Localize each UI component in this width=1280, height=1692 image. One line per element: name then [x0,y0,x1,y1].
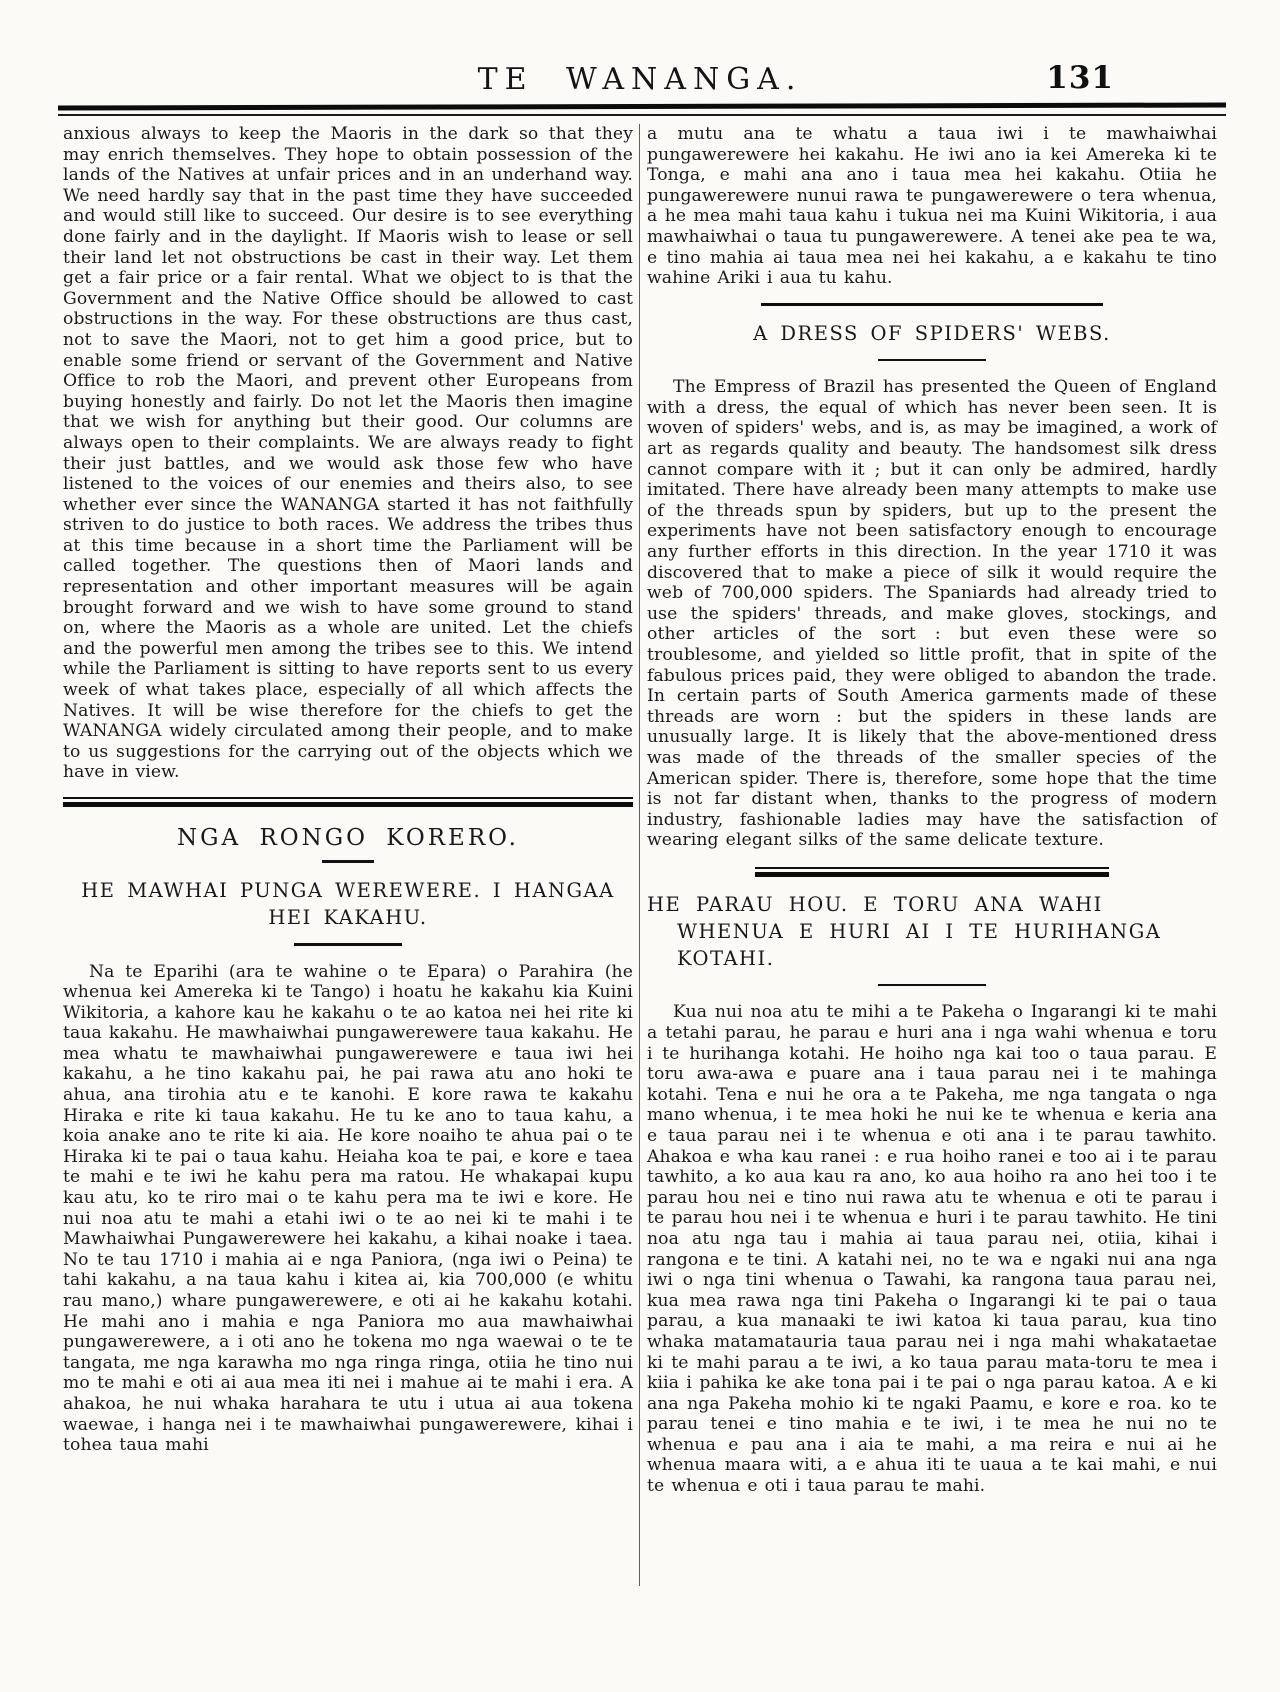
masthead-rule-thin [58,114,1226,116]
heading-dash-rule [322,860,374,863]
column-divider-rule [639,124,640,1586]
page-number: 131 [1046,60,1114,96]
heading-underline-rule [878,359,986,362]
page-title: TE WANANGA. [477,62,803,97]
left-column [63,124,633,1632]
article-heading-spiders-webs: A DRESS OF SPIDERS' WEBS. [753,321,1111,345]
masthead-rule-thick [58,102,1226,110]
article-separator-rule [761,303,1103,306]
article-body-english-spiders: The Empress of Brazil has presented the Queen of England with a dress, the equal of which has never been seen. It is woven of spiders' webs, and is, as may be imagined, a work of art as regards quality and beauty. The handsomest silk dress cannot compare with it ; but it can only be admired, hardly imitated. There have already been many attempts to make use of the threads spun by spiders, but up to the present the experiments have not been satisfactory enough to encourage any further efforts in this direction. In the year 1710 it was discovered that to make a piece of silk it would require the web of 700,000 spiders. The Spaniards had already tried to use the spiders' threads, and make gloves, stockings, and other articles of the sort : but even these were so troublesome, and yielded so little profit, that in spite of the fabulous prices paid, they were obliged to abandon the trade. In certain parts of South America garments made of these threads are worn : but the spiders in these lands are unusually large. It is likely that the above-mentioned dress was made of the threads of the smaller species of the American spider. There is, therefore, some hope that the time is not far distant when, thanks to the progress of modern industry, fashionable ladies may have the satisfaction of wearing elegant silks of the same delicate texture. [647,377,1217,851]
article-heading-mawhai: HE MAWHAI PUNGA WEREWERE. I HANGAA HEI KAKAHU. [81,879,615,929]
section-separator-rule [63,797,633,807]
right-column [647,124,1217,1632]
article-continuation-maori: a mutu ana te whatu a taua iwi i te mawhaiwhai pungawerewere hei kakahu. He iwi ano ia kei Amereka ki te Tonga, e mahi ana ano i taua mea hei kakahu. Otiia he pungawerewere nunui rawa te pungawerewere o tera whenua, a he mea mahi taua kahu i tukua nei ma Kuini Wikitoria, i aua mawhaiwhai o taua tu pungawerewere. A tenei ake pea te wa, e tino mahia ai taua mea nei hei kakahu, a e kakahu te tino wahine Ariki i aua tu kahu. [647,124,1217,289]
section-heading-nga-rongo-korero: NGA RONGO KORERO. [177,825,519,851]
article-body-maori-parau: Kua nui noa atu te mihi a te Pakeha o Ingarangi ki te mahi a tetahi parau, he parau e huri ana i nga wahi whenua e toru i te hurihanga kotahi. He hoiho nga kai too o taua parau. E toru awa-awa e puare ana i taua parau nei i te mahinga kotahi. Tena e nui he ora a te Pakeha, me nga tangata o nga mano whenua, i te mea hoki he nui ke te whenua e keria ana e taua parau nei i te whenua e oti ana i te parau tawhito. Ahakoa e wha kau ranei : e rua hoiho ranei e too ai i te parau tawhito, a ko aua kau ra ano, ko aua hoiho ra ano hei too i te parau hou nei e tino nui rawa atu te whenua e oti te parau i te parau hou nei i te whenua e huri i te parau tawhito. He tini noa atu nga tau i mahia ai taua parau nei, otiia, kihai i rangona e te tini. A katahi nei, no te wa e ngaki nui ana nga iwi o nga tini whenua o Tawahi, ka rangona taua parau nei, kua mea rawa nga tini Pakeha o Ingarangi ki te pai o taua parau, a kua manaaki te iwi katoa ki taua parau, kua tino whaka matamatauria taua parau nei i nga mahi whakataetae ki te mahi parau a te iwi, a ko taua parau mata-toru te mea i kiia i pahika ke ake tona pai i te pai o nga parau katoa. A e ki ana nga Pakeha mohio ki te ngaki Paamu, e kore e roa. ko te parau tenei e tino mahia e te iwi, i te mea he nui no te whenua e pau ana i aia te mahi, a ma reira e nui ai he whenua maara witi, a e ahua iti te uaua a te kai mahi, e nui te whenua e oti i taua parau te mahi. [647,1002,1217,1497]
article-heading-parau-hou: HE PARAU HOU. E TORU ANA WAHI WHENUA E HURI AI I TE HURIHANGA KOTAHI. [647,892,1162,970]
heading-underline-rule [878,984,986,987]
two-column-layout [63,124,1218,1632]
section-separator-rule [755,867,1108,877]
article-body-maori-mawhai: Na te Eparihi (ara te wahine o te Epara) o Parahira (he whenua kei Amereka ki te Tango) i hoatu he kakahu kia Kuini Wikitoria, a kahore kau he kakahu o te ao katoa nei hei rite ki taua kakahu. He mawhaiwhai pungawerewere taua kakahu. He mea whatu te mawhaiwhai pungawerewere e taua iwi hei kakahu, a he tino kakahu pai, he pai rawa atu ano hoki te ahua, ana tirohia atu e te kanohi. E kore rawa te kakahu Hiraka e rite ki taua kakahu. He tu ke ano to taua kahu, a koia anake ano te rite ki aia. He kore noaiho te ahua pai o te Hiraka ki te pai o taua kahu. Heiaha koa te pai, e kore e taea te mahi e te iwi he kahu pera ma ratou. He whakapai kupu kau atu, ko te riro mai o te kahu pera ma te iwi e kore. He nui noa atu te mahi a etahi iwi o te ao nei ki te mahi i te Mawhaiwhai Pungawerewere hei kakahu, a kihai noake i taea. No te tau 1710 i mahia ai e nga Paniora, (nga iwi o Peina) te tahi kakahu, a na taua kahu i kitea ai, kia 700,000 (e whitu rau mano,) whare pungawerewere, e oti ai he kakahu kotahi. He mahi ano i mahia e nga Paniora mo aua mawhaiwhai pungawerewere, a i oti ano he tokena mo nga waewai o te te tangata, me nga karawha mo nga ringa ringa, otiia he tino nui mo te mahi e oti ai aua mea iti nei i mahue ai te mahi i era. A ahakoa, he nui whaka harahara te utu i utua ai aua tokena waewae, i hanga nei i te mawhaiwhai pungawerewere, kihai i tohea taua mahi [63,961,633,1456]
heading-underline-rule [294,943,402,946]
editorial-continuation-english: anxious always to keep the Maoris in the dark so that they may enrich themselves. They hope to obtain possession of the lands of the Natives at unfair prices and in an underhand way. We need hardly say that in the past time they have succeeded and would still like to succeed. Our desire is to see everything done fairly and in the daylight. If Maoris wish to lease or sell their land let not obstructions be cast in their way. Let them get a fair price or a fair rental. What we object to is that the Government and the Native Office should be allowed to cast obstructions in the way. For these obstructions are thus cast, not to save the Maori, not to get him a good price, but to enable some friend or servant of the Government and Native Office to rob the Maori, and prevent other Europeans from buying honestly and fairly. Do not let the Maoris then imagine that we wish for anything but their good. Our columns are always open to their complaints. We are always ready to fight their just battles, and we would ask those few who have listened to the voices of our enemies and theirs also, to see whether ever since the WANANGA started it has not faithfully striven to do justice to both races. We address the tribes thus at this time because in a short time the Parliament will be called together. The questions then of Maori lands and representation and other important measures will be again brought forward and we wish to have some ground to stand on, where the Maoris as a whole are united. Let the chiefs and the powerful men among the tribes see to this. We intend while the Parliament is sitting to have reports sent to us every week of what takes place, especially of all which affects the Natives. It will be wise therefore for the chiefs to get the WANANGA widely circulated among their people, and to make to us suggestions for the carrying out of the objects which we have in view. [63,124,633,783]
